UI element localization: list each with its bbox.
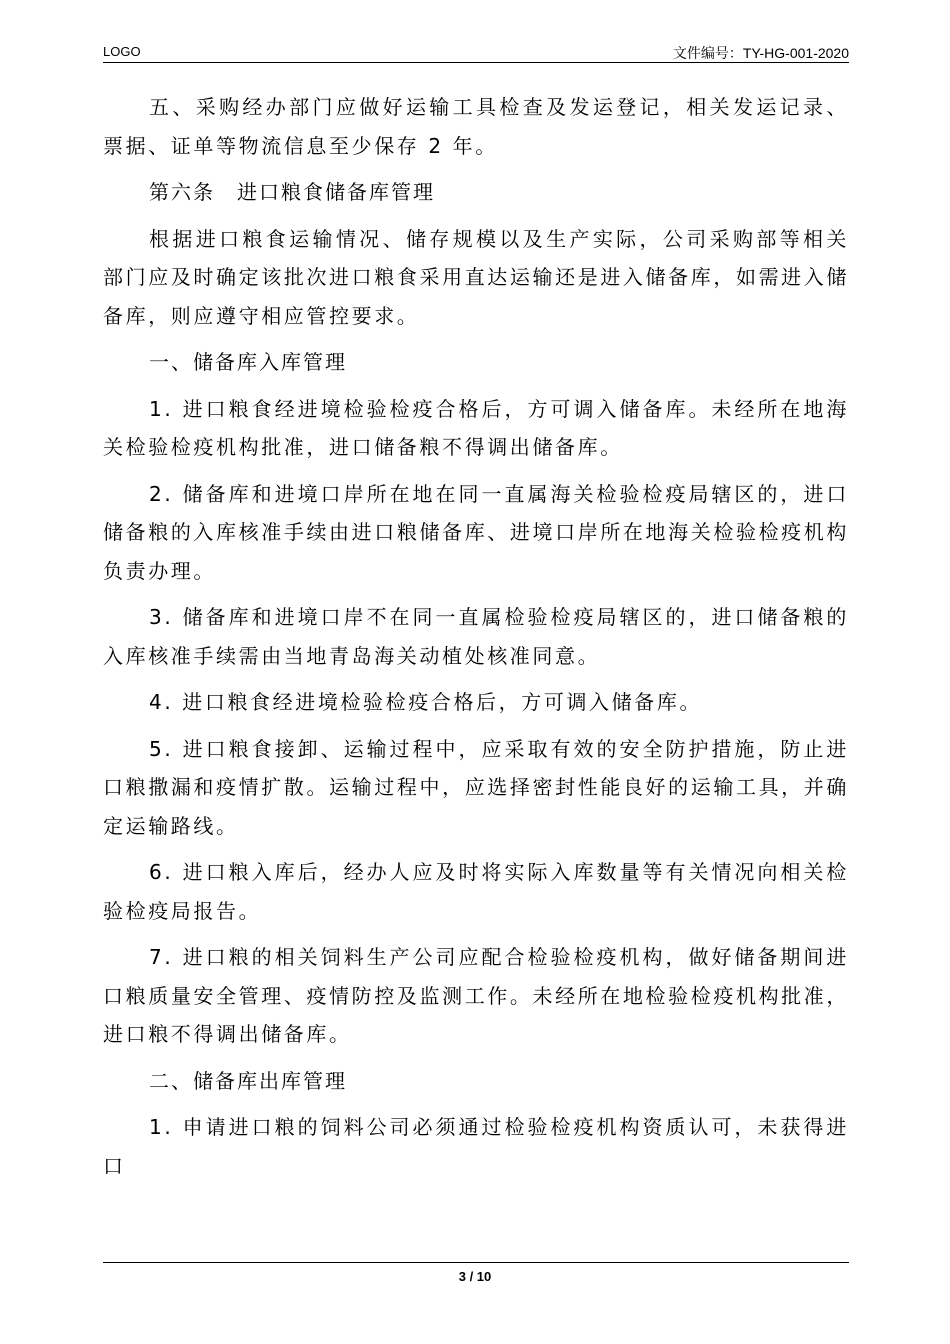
list-item: 7. 进口粮的相关饲料生产公司应配合检验检疫机构，做好储备期间进口粮质量安全管理、疫情防控及监测工作。未经所在地检验检疫机构批准，进口粮不得调出储备库。 <box>103 945 849 1046</box>
document-number: 文件编号：TY-HG-001-2020 <box>672 45 849 61</box>
paragraph: 根据进口粮食运输情况、储存规模以及生产实际，公司采购部等相关部门应及时确定该批次进口粮食采用直达运输还是进入储备库，如需进入储备库，则应遵守相应管控要求。 <box>103 226 849 328</box>
document-body <box>103 88 849 1193</box>
list-item: 2. 储备库和进境口岸所在地在同一直属海关检验检疫局辖区的，进口储备粮的入库核准手续由进口粮储备库、进境口岸所在地海关检验检疫机构负责办理。 <box>103 481 849 583</box>
page-header <box>103 42 849 63</box>
page-number: 3 / 10 <box>458 1269 492 1284</box>
footer-divider <box>103 1262 849 1263</box>
list-item: 5. 进口粮食接卸、运输过程中，应采取有效的安全防护措施，防止进口粮撒漏和疫情扩散。运输过程中，应选择密封性能良好的运输工具，并确定运输路线。 <box>103 736 849 838</box>
paragraph: 五、采购经办部门应做好运输工具检查及发运登记，相关发运记录、票据、证单等物流信息至少保存 2 年。 <box>103 95 849 158</box>
list-item: 1. 申请进口粮的饲料公司必须通过检验检疫机构资质认可，未获得进口 <box>103 1115 849 1178</box>
section-heading: 第六条 进口粮食储备库管理 <box>149 180 435 204</box>
list-item: 3. 储备库和进境口岸不在同一直属检验检疫局辖区的，进口储备粮的入库核准手续需由当地青岛海关动植处核准同意。 <box>103 605 849 668</box>
list-item: 6. 进口粮入库后，经办人应及时将实际入库数量等有关情况向相关检验检疫局报告。 <box>103 860 849 923</box>
subsection-heading: 二、储备库出库管理 <box>149 1068 347 1093</box>
logo: LOGO <box>103 44 141 59</box>
subsection-heading: 一、储备库入库管理 <box>149 350 347 374</box>
list-item: 1. 进口粮食经进境检验检疫合格后，方可调入储备库。未经所在地海关检验检疫机构批准，进口储备粮不得调出储备库。 <box>103 396 849 459</box>
list-item: 4. 进口粮食经进境检验检疫合格后，方可调入储备库。 <box>149 690 703 714</box>
